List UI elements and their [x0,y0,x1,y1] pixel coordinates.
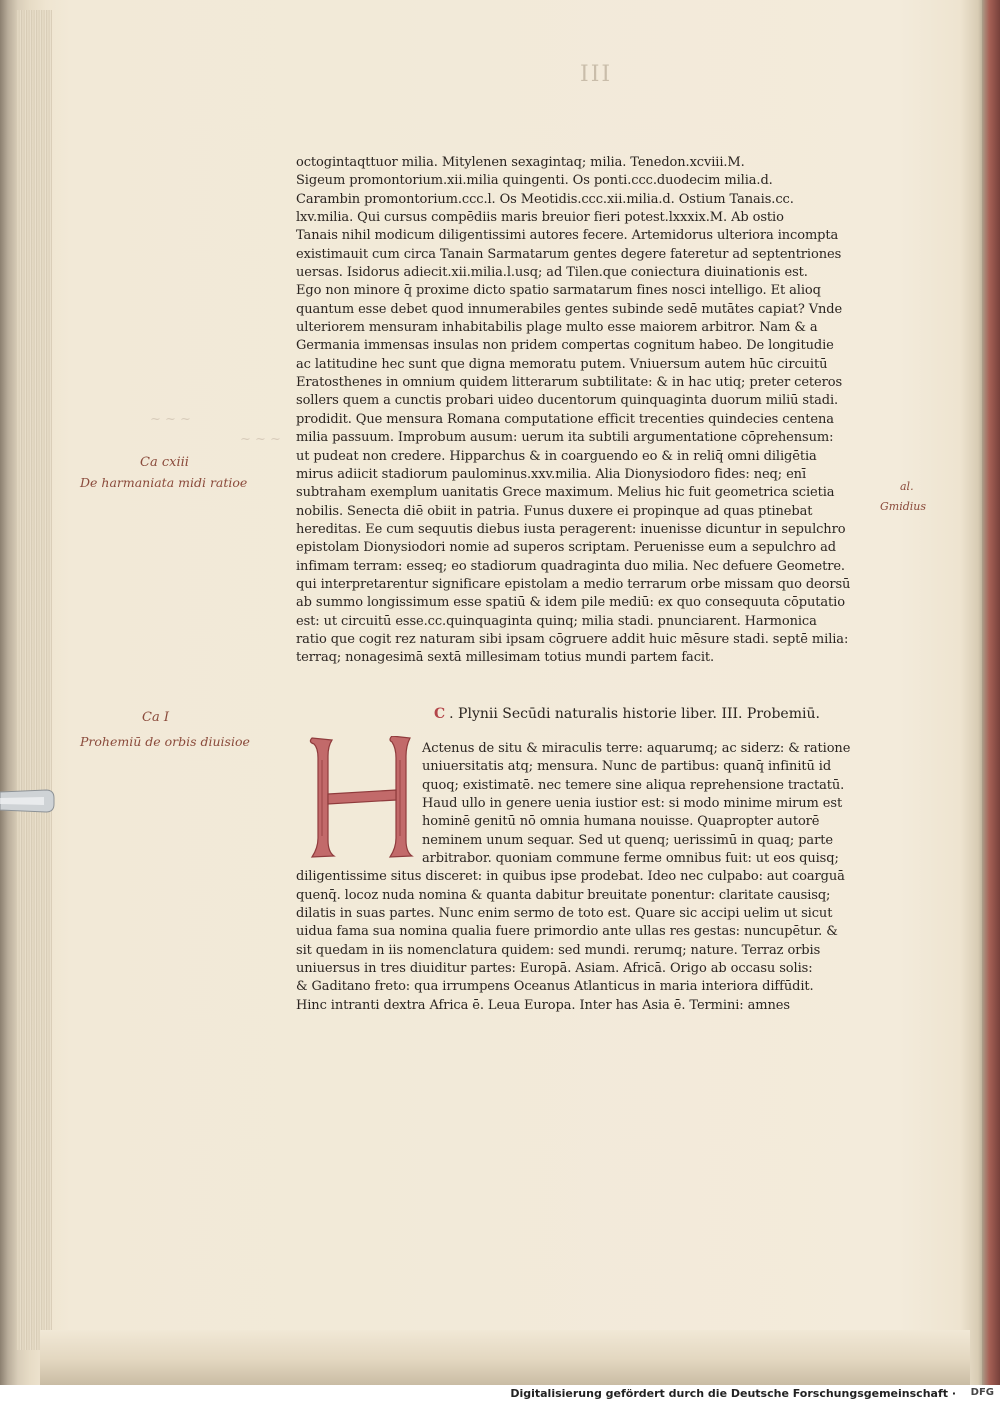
text-line: diligentissime situs disceret: in quibus ipse prodebat. Ideo nec culpabo: aut coarguā [296,869,845,885]
text-line: uidua fama sua nomina qualia fuere primordio ante ullas res gestas: nuncupētur. & [296,924,838,940]
text-line: mirus adiicit stadiorum paulominus.xxv.milia. Alia Dionysiodoro fides: neq; enī [296,466,807,482]
text-line: prodidit. Que mensura Romana computatione efficit trecenties quindecies centena [296,411,834,427]
book-heading [434,706,874,728]
rubric-marker: C [434,706,446,722]
text-line: nobilis. Senecta diē obiit in patria. Funus duxere ei propinque ad quas ptinebat [296,503,813,519]
text-line: quenq̄. locoz nuda nomina & quanta dabitur breuitate ponentur: claritate causisq; [296,887,831,903]
text-line: octogintaqttuor milia. Mitylenen sexagintaq; milia. Tenedon.xcviii.M. [296,155,745,170]
text-line: Sigeum promontorium.xii.milia quingenti. Os ponti.ccc.duodecim milia.d. [296,173,773,189]
text-line: Ego non minore q̄ proxime dicto spatio sarmatarum fines nosci intelligo. Et alioq [296,283,821,299]
text-line: dilatis in suas partes. Nunc enim sermo de toto est. Quare sic accipi uelim ut sicut [296,906,833,922]
footer-credit: Digitalisierung gefördert durch die Deutsche Forschungsgemeinschaft · [510,1387,956,1400]
text-line: Tanais nihil modicum diligentissimi autores fecere. Artemidorus ulteriora incompta [296,228,839,244]
text-line: Germania immensas insulas non pridem compertas cognitum habeo. De longitudie [296,338,834,354]
text-line: neminem unum sequar. Sed ut quenq; uerissimū in quaq; parte [422,832,833,848]
text-line: Haud ullo in genere uenia iustior est: si modo minime mirum est [422,796,843,812]
page-edges [16,10,52,1350]
text-line: arbitrabor. quoniam commune ferme omnibus fuit: ut eos quisq; [422,851,839,867]
text-line: hominē genitū nō omnia humana nouisse. Quapropter autorē [422,814,820,830]
text-line: quantum esse debet quod innumerabiles gentes subinde sedē mutātes capiat? Vnde [296,301,843,317]
text-line: uniuersus in tres diuiditur partes: Europā. Asiam. Africā. Origo ab occasu solis: [296,961,813,977]
text-line: sollers quem a cunctis probari uideo ducentorum quinquaginta duorum miliū stadi. [296,393,839,409]
text-line: ulteriorem mensuram inhabitabilis plage multo esse maiorem arbitror. Nam & a [296,320,818,336]
text-line: uersas. Isidorus adiecit.xii.milia.l.usq; ad Tilen.que coniectura diuinationis est. [296,265,808,281]
margin-book-chapter-number: Ca I [142,710,169,725]
page-clip [0,786,56,816]
text-line: sit quedam in iis nomenclatura quidem: sed mundi. rerumq; nature. Terraz orbis [296,942,821,958]
clip-shape [0,786,56,816]
text-line: Hinc intranti dextra Africa ē. Leua Europa. Inter has Asia ē. Termini: amnes [296,997,790,1013]
show-through-text: ~ ~ ~ [150,412,191,427]
dfg-logo: DFG [970,1387,994,1398]
text-line: ac latitudine hec sunt que digna memoratu putem. Vniuersum autem hūc circuitū [296,356,828,372]
page-bottom-edge [40,1330,970,1385]
text-line: lxv.milia. Qui cursus compēdiis maris breuior fieri potest.lxxxix.M. Ab ostio [296,210,784,226]
margin-chapter-title: De harmaniata midi ratioe [80,475,248,490]
footer-bar [0,1385,1000,1404]
book3-text-block [296,740,866,1015]
margin-right-note-1: al. [900,480,914,493]
text-line: uniuersitatis atq; mensura. Nunc de partibus: quanq̄ infinitū id [422,759,832,775]
text-line: hereditas. Ee cum sequutis diebus iusta peragerent: inuenisse dicuntur in sepulchro [296,521,846,537]
text-line: & Gaditano freto: qua irrumpens Oceanus Atlanticus in maria interiora diffūdit. [296,979,814,995]
show-through-text: ~ ~ ~ [240,432,281,447]
text-line: subtraham exemplum uanitatis Grece maximum. Melius hic fuit geometrica scietia [296,485,835,501]
book-heading-text: . Plynii Secūdi naturalis historie liber. III. Probemiū. [449,706,820,722]
text-line: est: ut circuitū esse.cc.quinquaginta quinq; milia stadi. pnunciarent. Harmonica [296,613,817,629]
text-line: milia passuum. Improbum ausum: uerum ita subtili argumentatione cōprehensum: [296,430,834,446]
text-line: terraq; nonagesimā sextā millesimam totius mundi partem facit. [296,650,715,666]
text-line: qui interpretarentur significare epistolam a medio terrarum orbe missam quo deorsū [296,576,851,592]
text-line: existimauit cum circa Tanain Sarmatarum gentes degere fateretur ad septentriones [296,246,842,262]
margin-chapter-number: Ca cxiii [140,455,189,470]
text-line: ratio que cogit rez naturam sibi ipsam cōgruere addit huic mēsure stadi. septē milia: [296,631,849,647]
folio-number: III [580,62,613,87]
text-line: quoq; existimatē. nec temere sine aliqua reprehensione tractatū. [422,777,845,793]
text-line: Actenus de situ & miraculis terre: aquarumq; ac siderz: & ratione [422,741,851,756]
text-line: Eratosthenes in omnium quidem litterarum subtilitate: & in hac utiq; preter ceteros [296,375,843,391]
binding-edge [982,0,1000,1385]
text-line: ut pudeat non credere. Hipparchus & in coarguendo eo & in reliq̄ omni diligētia [296,448,817,464]
text-line: epistolam Dionysiodori nomie ad superos scriptam. Peruenisse eum a sepulchro ad [296,540,836,556]
text-line: Carambin promontorium.ccc.l. Os Meotidis.ccc.xii.milia.d. Ostium Tanais.cc. [296,191,794,207]
margin-book-chapter-title: Prohemiū de orbis diuisioe [80,734,250,749]
margin-right-note-2: Gmidius [880,500,927,513]
text-line: infimam terram: esseq; eo stadiorum quadraginta duo milia. Nec defuere Geometre. [296,558,845,574]
main-text-block [296,154,866,668]
text-line: ab summo longissimum esse spatiū & idem pile mediū: ex quo consequuta cōputatio [296,595,845,611]
